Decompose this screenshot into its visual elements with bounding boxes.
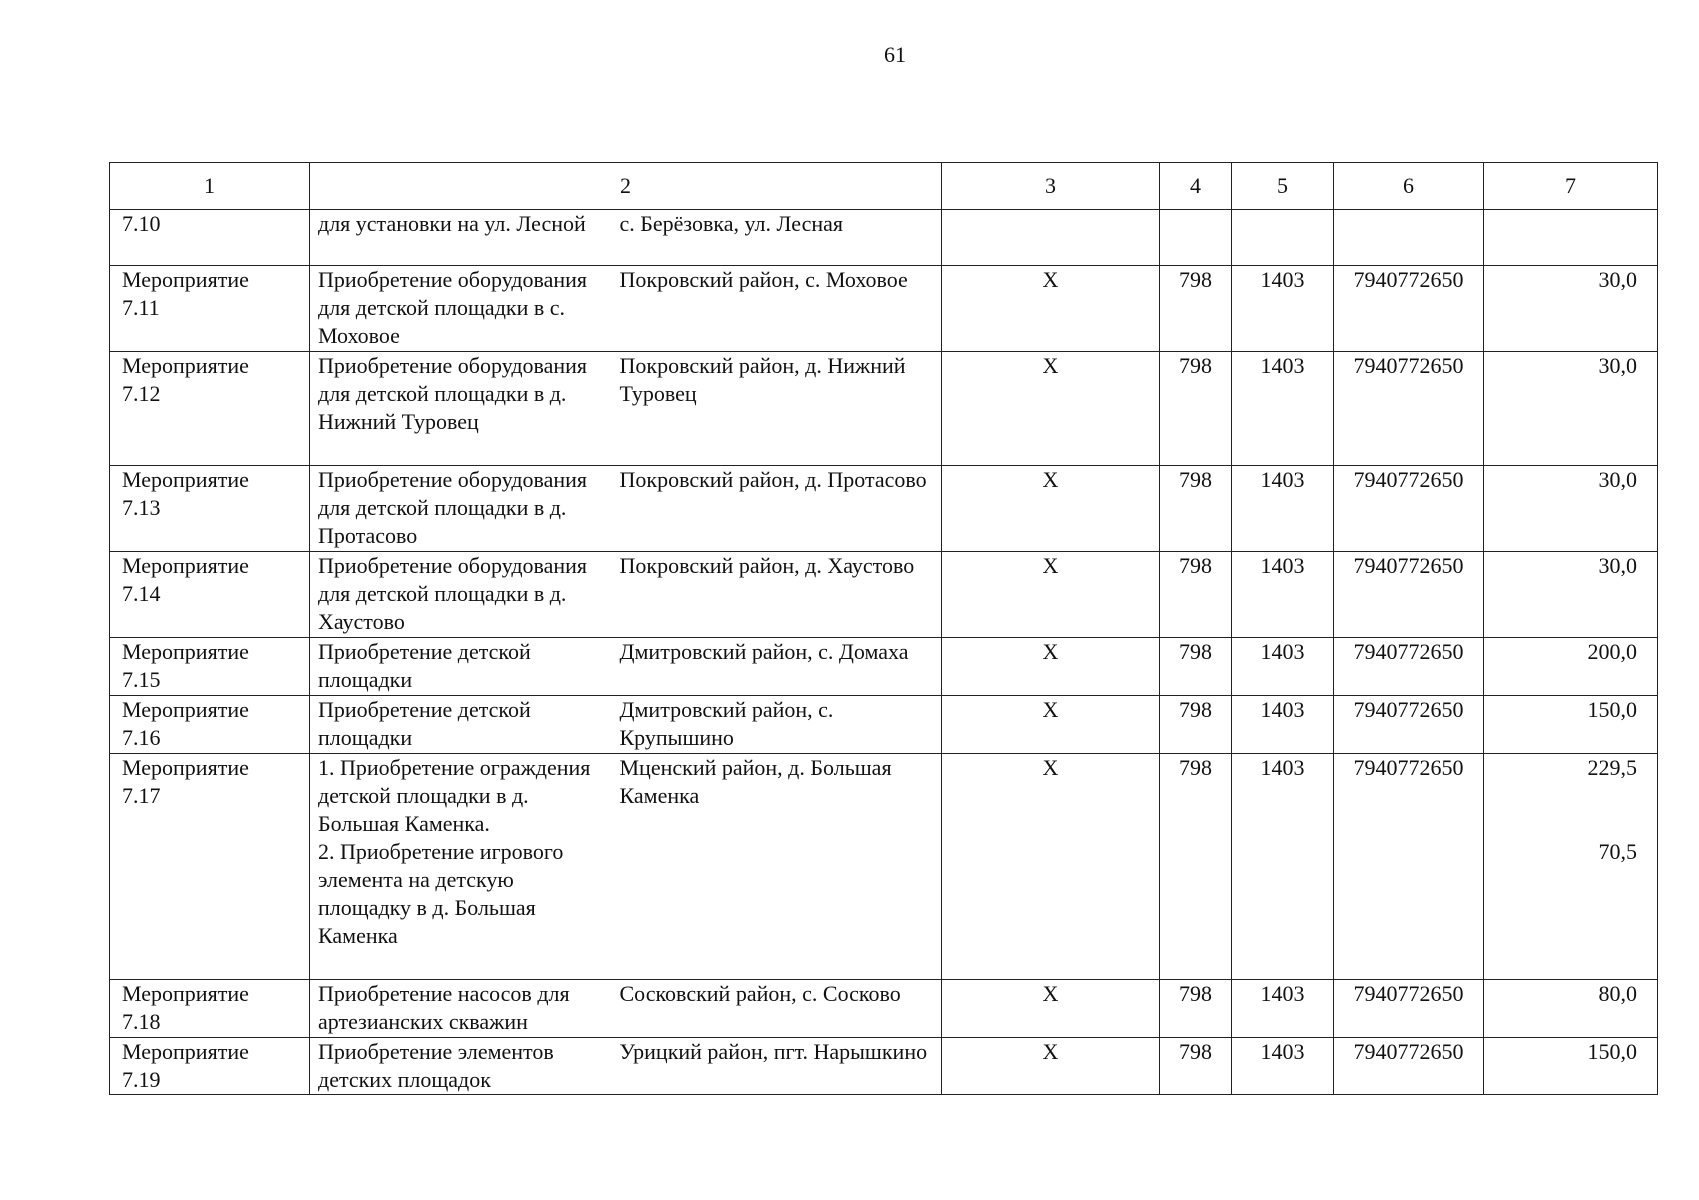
measure-id: 7.14 <box>122 581 161 606</box>
measure-label: Мероприятие <box>122 1039 249 1064</box>
table-row <box>110 696 1658 754</box>
amount-value: 200,0 <box>1587 639 1637 664</box>
col4-cell <box>1160 210 1232 266</box>
col5-cell: 1403 <box>1232 466 1334 552</box>
col5-cell: 1403 <box>1232 1038 1334 1095</box>
header-cell: 3 <box>942 163 1160 210</box>
measure-name-cell <box>310 1038 610 1095</box>
measure-id: 7.15 <box>122 667 161 692</box>
measure-cell <box>110 696 310 754</box>
col3-cell: Х <box>942 638 1160 696</box>
col5-cell: 1403 <box>1232 266 1334 352</box>
col4-cell: 798 <box>1160 552 1232 638</box>
col4-cell: 798 <box>1160 754 1232 980</box>
measure-name-cell <box>310 352 610 466</box>
measure-id: 7.13 <box>122 495 161 520</box>
col6-cell: 7940772650 <box>1334 552 1484 638</box>
table-row <box>110 552 1658 638</box>
measure-cell <box>110 552 310 638</box>
measure-name-cell <box>310 466 610 552</box>
table-row <box>110 1038 1658 1095</box>
location-text: Дмитровский район, с. Домаха <box>619 639 909 664</box>
measure-name: Приобретение оборудования для детской площадки в д. Нижний Туровец <box>318 353 588 434</box>
measure-id: 7.17 <box>122 783 161 808</box>
col6-cell: 7940772650 <box>1334 466 1484 552</box>
location-text: Покровский район, д. Хаустово <box>619 553 915 578</box>
col4-cell: 798 <box>1160 980 1232 1038</box>
col7-cell <box>1484 352 1658 466</box>
col3-cell: Х <box>942 754 1160 980</box>
amount-value: 80,0 <box>1598 981 1637 1006</box>
location-cell <box>610 552 942 638</box>
page-number: 61 <box>884 42 906 67</box>
header-cell: 4 <box>1160 163 1232 210</box>
col3-cell: Х <box>942 466 1160 552</box>
col3-cell: Х <box>942 1038 1160 1095</box>
col4-cell: 798 <box>1160 1038 1232 1095</box>
location-cell <box>610 266 942 352</box>
location-text: Урицкий район, пгт. Нарышкино <box>619 1039 928 1064</box>
col6-cell: 7940772650 <box>1334 696 1484 754</box>
location-cell <box>610 466 942 552</box>
measure-cell <box>110 466 310 552</box>
measure-id: 7.16 <box>122 725 161 750</box>
col5-cell <box>1232 210 1334 266</box>
location-text: Покровский район, д. Нижний Туровец <box>619 353 906 406</box>
measure-name-cell <box>310 980 610 1038</box>
col5-cell: 1403 <box>1232 980 1334 1038</box>
measure-label: Мероприятие <box>122 981 249 1006</box>
measure-name-cell <box>310 210 610 266</box>
header-row <box>110 163 1658 210</box>
budget-table <box>109 162 1658 1095</box>
col3-cell: Х <box>942 552 1160 638</box>
col6-cell: 7940772650 <box>1334 638 1484 696</box>
location-cell <box>610 1038 942 1095</box>
measure-name: Приобретение насосов для артезианских скважин <box>318 981 570 1034</box>
table-row <box>110 980 1658 1038</box>
table-row <box>110 210 1658 266</box>
table-row <box>110 266 1658 352</box>
header-cell: 5 <box>1232 163 1334 210</box>
location-cell <box>610 754 942 980</box>
col4-cell: 798 <box>1160 696 1232 754</box>
measure-cell <box>110 638 310 696</box>
col7-cell <box>1484 638 1658 696</box>
location-text: Покровский район, д. Протасово <box>619 467 927 492</box>
col4-cell: 798 <box>1160 266 1232 352</box>
measure-name-cell <box>310 552 610 638</box>
col7-cell <box>1484 466 1658 552</box>
measure-cell <box>110 980 310 1038</box>
col6-cell: 7940772650 <box>1334 1038 1484 1095</box>
measure-label: Мероприятие <box>122 467 249 492</box>
table-row <box>110 754 1658 980</box>
header-cell: 2 <box>310 163 942 210</box>
measure-cell <box>110 266 310 352</box>
col6-cell <box>1334 210 1484 266</box>
measure-label: Мероприятие <box>122 353 249 378</box>
col6-cell: 7940772650 <box>1334 754 1484 980</box>
measure-label: Мероприятие <box>122 639 249 664</box>
col5-cell: 1403 <box>1232 696 1334 754</box>
col3-cell: Х <box>942 352 1160 466</box>
table-row <box>110 352 1658 466</box>
amount-value: 30,0 <box>1598 467 1637 492</box>
col5-cell: 1403 <box>1232 552 1334 638</box>
header-cell: 7 <box>1484 163 1658 210</box>
measure-id: 7.10 <box>122 211 161 236</box>
measure-name-cell <box>310 266 610 352</box>
col3-cell: Х <box>942 980 1160 1038</box>
measure-id: 7.11 <box>122 295 160 320</box>
amount-value: 30,0 <box>1598 553 1637 578</box>
measure-label: Мероприятие <box>122 755 249 780</box>
measure-name: Приобретение детской площадки <box>318 639 531 692</box>
measure-id: 7.18 <box>122 1009 161 1034</box>
col3-cell: Х <box>942 266 1160 352</box>
col6-cell: 7940772650 <box>1334 352 1484 466</box>
measure-label: Мероприятие <box>122 553 249 578</box>
table-row <box>110 638 1658 696</box>
amount-value: 30,0 <box>1598 353 1637 378</box>
measure-name-2: 2. Приобретение игрового элемента на детскую площадку в д. Большая Каменка <box>318 839 564 948</box>
location-cell <box>610 696 942 754</box>
measure-name: 1. Приобретение ограждения детской площадки в д. Большая Каменка. <box>318 755 591 836</box>
col4-cell: 798 <box>1160 638 1232 696</box>
header-cell: 1 <box>110 163 310 210</box>
measure-cell <box>110 352 310 466</box>
measure-name: Приобретение оборудования для детской площадки в д. Протасово <box>318 467 588 548</box>
col7-cell <box>1484 980 1658 1038</box>
measure-name-cell <box>310 638 610 696</box>
measure-name: Приобретение оборудования для детской площадки в д. Хаустово <box>318 553 588 634</box>
amount-value: 229,5 <box>1587 755 1637 780</box>
col7-cell <box>1484 552 1658 638</box>
location-text: Покровский район, с. Моховое <box>619 267 908 292</box>
measure-id: 7.12 <box>122 381 161 406</box>
location-text: Сосковский район, с. Сосково <box>619 981 901 1006</box>
col5-cell: 1403 <box>1232 352 1334 466</box>
col5-cell: 1403 <box>1232 754 1334 980</box>
location-text: с. Берёзовка, ул. Лесная <box>619 211 844 236</box>
measure-name: для установки на ул. Лесной <box>318 211 586 236</box>
measure-cell <box>110 210 310 266</box>
location-cell <box>610 352 942 466</box>
col3-cell: Х <box>942 696 1160 754</box>
measure-name-cell <box>310 696 610 754</box>
col4-cell: 798 <box>1160 352 1232 466</box>
col7-cell <box>1484 696 1658 754</box>
col7-cell <box>1484 754 1658 980</box>
col6-cell: 7940772650 <box>1334 980 1484 1038</box>
table-row <box>110 466 1658 552</box>
col4-cell: 798 <box>1160 466 1232 552</box>
col7-cell <box>1484 266 1658 352</box>
location-cell <box>610 980 942 1038</box>
col6-cell: 7940772650 <box>1334 266 1484 352</box>
col5-cell: 1403 <box>1232 638 1334 696</box>
col3-cell <box>942 210 1160 266</box>
amount-value: 30,0 <box>1598 267 1637 292</box>
amount-value: 150,0 <box>1587 1039 1637 1064</box>
measure-name: Приобретение элементов детских площадок <box>318 1039 554 1092</box>
measure-cell <box>110 754 310 980</box>
amount-value: 150,0 <box>1587 697 1637 722</box>
location-cell <box>610 638 942 696</box>
location-text: Мценский район, д. Большая Каменка <box>619 755 892 808</box>
location-text: Дмитровский район, с. Крупышино <box>619 697 834 750</box>
measure-name-cell <box>310 754 610 980</box>
col7-cell <box>1484 1038 1658 1095</box>
header-cell: 6 <box>1334 163 1484 210</box>
amount-value-2: 70,5 <box>1598 839 1637 864</box>
location-cell <box>610 210 942 266</box>
measure-id: 7.19 <box>122 1067 161 1092</box>
col7-cell <box>1484 210 1658 266</box>
measure-label: Мероприятие <box>122 267 249 292</box>
measure-cell <box>110 1038 310 1095</box>
measure-name: Приобретение оборудования для детской площадки в с. Моховое <box>318 267 588 348</box>
measure-label: Мероприятие <box>122 697 249 722</box>
measure-name: Приобретение детской площадки <box>318 697 531 750</box>
